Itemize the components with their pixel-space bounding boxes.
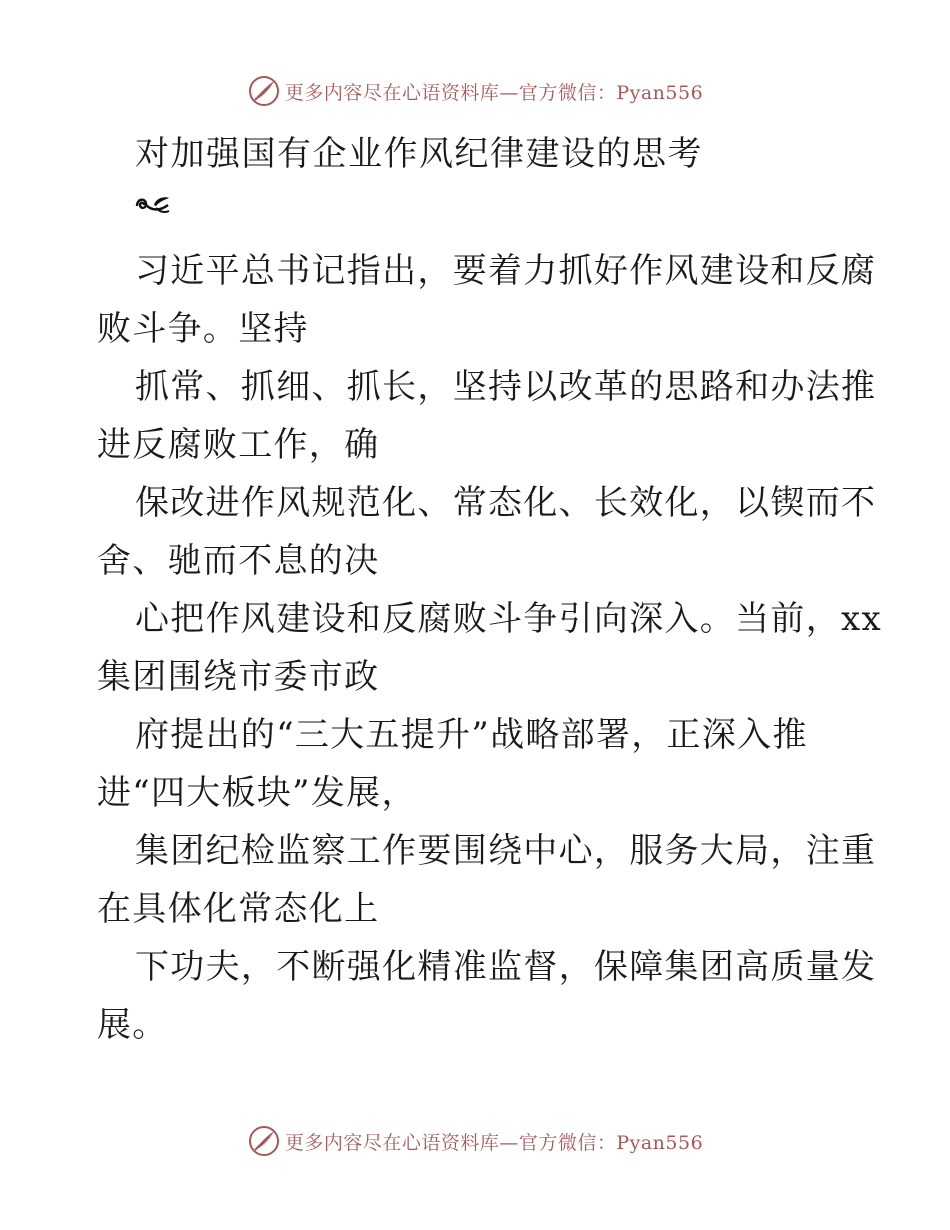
watermark-text: 更多内容尽在心语资料库—官方微信：Pyan556	[284, 81, 704, 104]
body-line: 集团纪检监察工作要围绕中心，服务大局，注重	[135, 831, 877, 871]
body-line: 舍、驰而不息的决	[97, 541, 380, 581]
body-line: 展。	[97, 1005, 168, 1045]
footer-watermark	[0, 1124, 950, 1158]
body-line: 下功夫，不断强化精准监督，保障集团高质量发	[135, 947, 877, 987]
floral-ornament-icon	[134, 192, 172, 218]
quill-pen-logo-icon	[247, 1124, 281, 1158]
quill-pen-logo-icon	[247, 74, 281, 108]
body-line: 进反腐败工作，确	[97, 425, 380, 465]
body-line: 保改进作风规范化、常态化、长效化，以锲而不	[135, 483, 877, 523]
watermark-text: 更多内容尽在心语资料库—官方微信：Pyan556	[284, 1131, 704, 1154]
body-line: 进“四大板块”发展，	[97, 773, 417, 813]
body-line: 抓常、抓细、抓长，坚持以改革的思路和办法推	[135, 367, 877, 407]
body-line: 在具体化常态化上	[97, 889, 380, 929]
body-line: 败斗争。坚持	[97, 309, 309, 349]
document-title: 对加强国有企业作风纪律建设的思考	[135, 134, 703, 174]
header-watermark	[0, 74, 950, 108]
body-line: 心把作风建设和反腐败斗争引向深入。当前，xx	[135, 599, 882, 639]
body-line: 习近平总书记指出，要着力抓好作风建设和反腐	[135, 251, 877, 291]
body-line: 集团围绕市委市政	[97, 657, 380, 697]
body-line: 府提出的“三大五提升”战略部署，正深入推	[135, 715, 808, 755]
